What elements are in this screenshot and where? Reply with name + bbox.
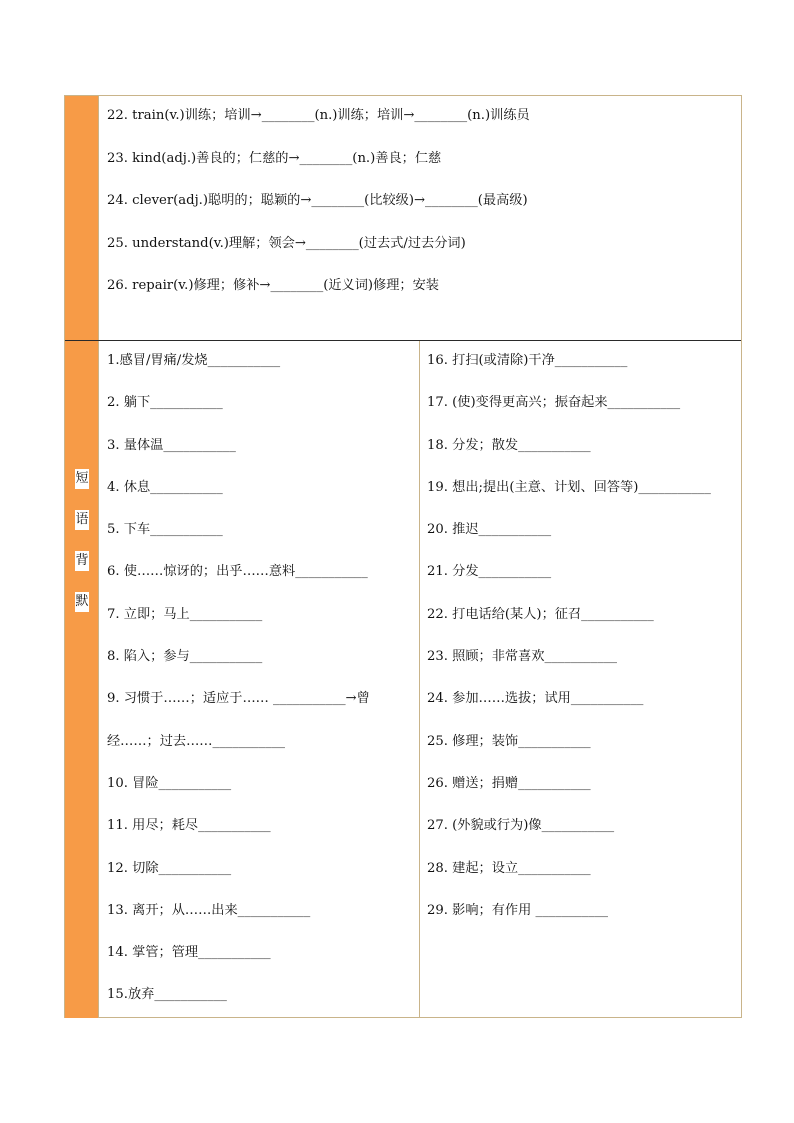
phrase-item: 20. 推迟___________ xyxy=(427,522,552,538)
phrase-item: 14. 掌管；管理___________ xyxy=(107,945,271,961)
word-form-item: 24. clever(adj.)聪明的；聪颖的→________(比较级)→________(最高级) xyxy=(107,193,528,208)
phrase-item: 8. 陷入；参与___________ xyxy=(107,649,263,665)
worksheet-table xyxy=(64,95,742,1018)
phrase-item: 10. 冒险___________ xyxy=(107,775,232,791)
word-form-item: 22. train(v.)训练；培训→________(n.)训练；培训→________(n.)训练员 xyxy=(107,108,530,123)
phrase-item: 27. (外貌或行为)像___________ xyxy=(427,818,615,834)
section-label-char: 语 xyxy=(75,510,89,530)
phrase-item: 5. 下车___________ xyxy=(107,522,223,538)
phrases-right-column xyxy=(427,351,737,943)
word-form-item: 26. repair(v.)修理；修补→________(近义词)修理；安装 xyxy=(107,278,439,293)
phrase-item: 22. 打电话给(某人)；征召___________ xyxy=(427,606,654,622)
phrase-item: 17. (使)变得更高兴；振奋起来___________ xyxy=(427,395,681,411)
section-label-char: 默 xyxy=(75,592,89,612)
section-label xyxy=(65,469,99,633)
phrase-item: 9. 习惯于……；适应于…… ___________→曾 xyxy=(107,691,370,707)
section-sidebar xyxy=(65,341,99,1018)
phrase-item: 13. 离开；从……出来___________ xyxy=(107,902,311,918)
phrases-left-column xyxy=(107,351,417,1028)
word-form-item: 23. kind(adj.)善良的；仁慈的→________(n.)善良；仁慈 xyxy=(107,150,442,166)
phrase-item: 16. 打扫(或清除)干净___________ xyxy=(427,353,628,368)
phrase-item: 19. 想出;提出(主意、计划、回答等)___________ xyxy=(427,479,711,495)
phrase-item: 4. 休息___________ xyxy=(107,479,223,495)
word-forms-row xyxy=(65,96,741,341)
word-forms-list xyxy=(107,106,737,319)
phrase-item: 24. 参加……选拔；试用___________ xyxy=(427,691,644,707)
section-label-char: 背 xyxy=(75,551,89,571)
column-divider xyxy=(419,341,420,1018)
phrase-item: 18. 分发；散发___________ xyxy=(427,437,591,453)
phrase-item: 25. 修理；装饰___________ xyxy=(427,733,591,749)
phrase-item: 12. 切除___________ xyxy=(107,860,232,876)
section-sidebar xyxy=(65,96,99,340)
phrase-item: 29. 影响；有作用 ___________ xyxy=(427,902,609,918)
phrase-recitation-row xyxy=(65,341,741,1018)
phrase-item: 21. 分发___________ xyxy=(427,564,552,580)
phrase-item: 23. 照顾；非常喜欢___________ xyxy=(427,649,618,665)
phrase-item: 6. 使……惊讶的；出乎……意料___________ xyxy=(107,564,368,580)
phrase-item: 15.放弃___________ xyxy=(107,987,227,1003)
phrase-item: 3. 量体温___________ xyxy=(107,437,236,453)
phrase-item: 11. 用尽；耗尽___________ xyxy=(107,818,271,834)
word-form-item: 25. understand(v.)理解；领会→________(过去式/过去分词) xyxy=(107,235,466,251)
phrase-item: 2. 躺下___________ xyxy=(107,395,223,411)
phrase-item: 1.感冒/胃痛/发烧___________ xyxy=(107,353,281,368)
phrase-item: 28. 建起；设立___________ xyxy=(427,860,591,876)
phrase-item: 7. 立即；马上___________ xyxy=(107,606,263,622)
phrase-item: 26. 赠送；捐赠___________ xyxy=(427,775,591,791)
phrase-item: 经……；过去……___________ xyxy=(107,733,286,749)
section-label-char: 短 xyxy=(75,469,89,489)
